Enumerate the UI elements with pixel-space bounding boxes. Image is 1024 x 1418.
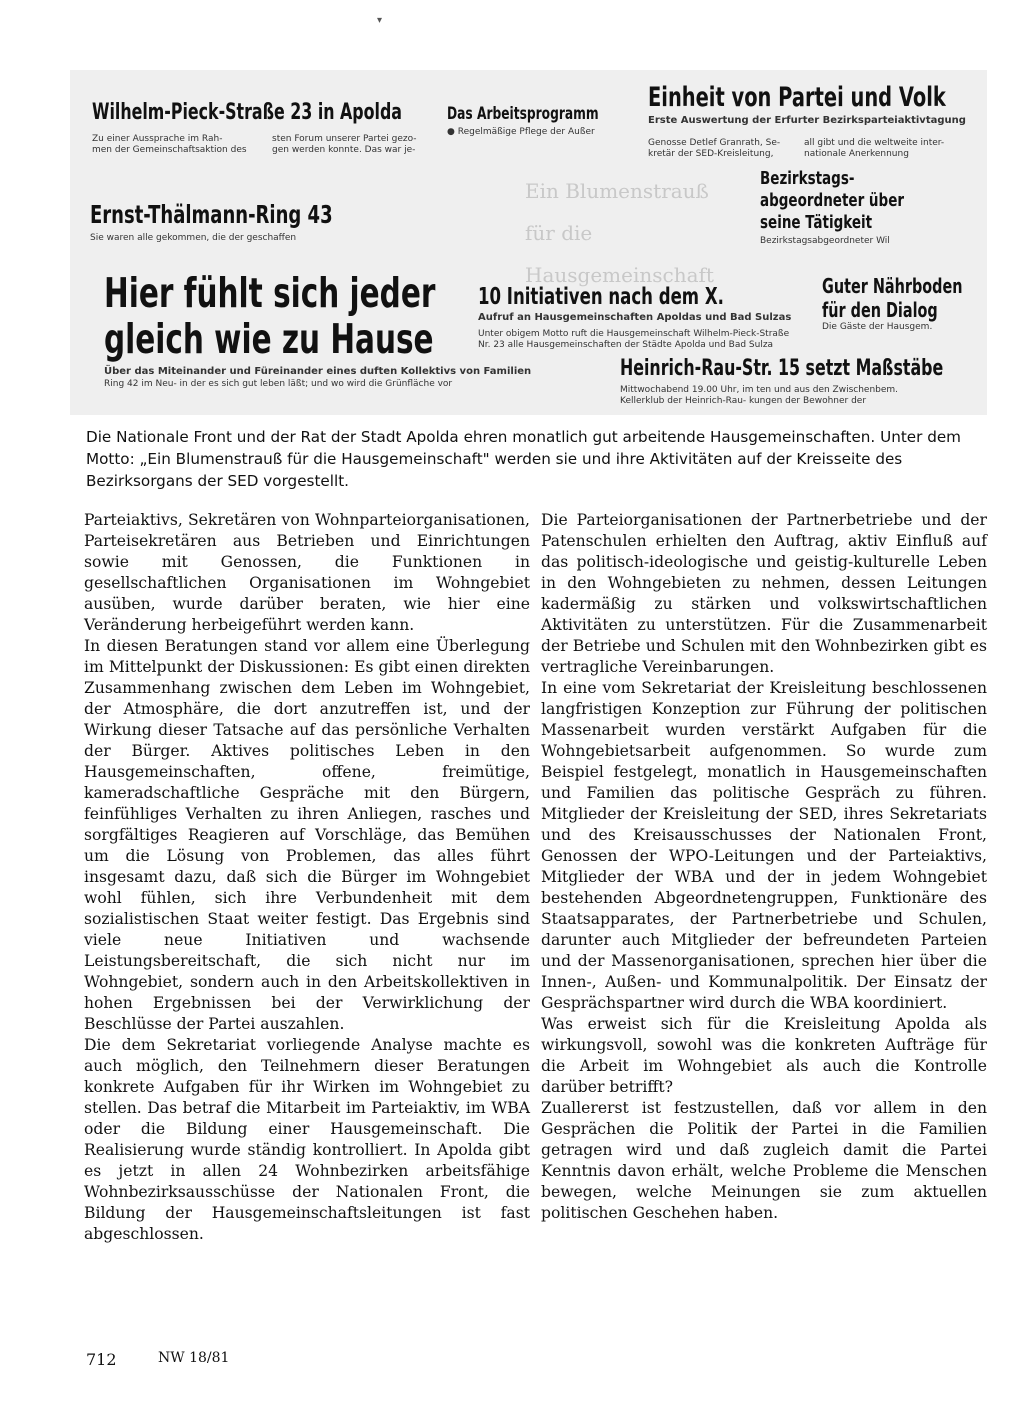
clipping-snippet: Ring 42 im Neu- in der es sich gut leben läßt; und wo wird die Grünfläche vor — [104, 379, 453, 389]
clipping-snippet: Nr. 23 alle Hausgemeinschaften der Städte Apolda und Bad Sulza — [478, 340, 774, 350]
paragraph: Zuallererst ist festzustellen, daß vor allem in den Gesprächen die Politik der Partei in die Familien getragen wird und daß zugleich damit die Partei Kenntnis davon erhält, welche Probleme die Menschen bewegen, welche Meinungen sie zum aktuellen politischen Geschehen haben. — [541, 1099, 987, 1222]
clipping-snippet: ● Regelmäßige Pflege der Außer — [447, 127, 595, 137]
clipping-headline: Ernst-Thälmann-Ring 43 — [90, 200, 333, 229]
clipping-headline: Einheit von Partei und Volk — [648, 82, 946, 113]
clipping-headline: Bezirkstags- — [760, 168, 855, 189]
clipping-snippet: Sie waren alle gekommen, die der geschaffen — [90, 233, 297, 243]
text-column-left — [84, 510, 530, 1245]
paragraph: Parteiaktivs, Sekretären von Wohnparteiorganisationen, Parteisekretären aus Betrieben und Einrichtungen sowie mit Genossen, die Funktionen in gesellschaftlichen Organisationen im Wohngebiet ausüben, wurde darüber beraten, wie hier eine Veränderung herbeigeführt werden kann. — [84, 511, 530, 634]
clipping-arbeitsprogramm — [447, 104, 658, 138]
clipping-snippet: Zu einer Aussprache im Rah- — [92, 134, 223, 144]
clipping-snippet: men der Gemeinschaftsaktion des — [92, 145, 247, 155]
clipping-naehrboden — [822, 274, 987, 333]
print-mark: ▾ — [377, 15, 383, 26]
clipping-headline: Heinrich-Rau-Str. 15 setzt Maßstäbe — [620, 356, 944, 381]
clipping-snippet: kretär der SED-Kreisleitung, — [648, 149, 774, 159]
clipping-headline: 10 Initiativen nach dem X. — [478, 284, 724, 310]
clipping-snippet: Unter obigem Motto ruft die Hausgemeinschaft Wilhelm-Pieck-Straße — [478, 329, 790, 339]
clipping-initiativen — [478, 284, 820, 351]
clipping-headline: gleich wie zu Hause — [104, 315, 434, 363]
clipping-einheit — [648, 82, 987, 159]
clipping-headline: Guter Nährboden — [822, 274, 963, 298]
issue-label: NW 18/81 — [158, 1350, 230, 1366]
clipping-snippet: Bezirkstagsabgeordneter Wil — [760, 236, 890, 246]
clipping-headline: seine Tätigkeit — [760, 212, 873, 233]
clipping-headline: Wilhelm-Pieck-Straße 23 in Apolda — [92, 100, 402, 125]
paragraph: In diesen Beratungen stand vor allem eine Überlegung im Mittelpunkt der Diskussionen: Es gibt einen direkten Zusammenhang zwischen dem Leben im Wohngebiet, der Atmosphäre, die dort anzutreffen ist, und der Wirkung dieser Tatsache auf das persönliche Verhalten der Bürger. Aktives politisches Leben in den Hausgemeinschaften, offene, freimütige, kameradschaftliche Gespräche mit den Bürgern, feinfühliges Verhalten zu ihren Anliegen, rasches und sorgfältiges Reagieren auf Vorschläge, das Bemühen um die Lösung von Problemen, das alles führt insgesamt dazu, daß sich die Bürger im Wohngebiet wohl fühlen, sich ihre Verbundenheit mit dem sozialistischen Staat weiter festigt. Das Ergebnis sind viele neue Initiativen und wachsende Leistungsbereitschaft, die sich nicht nur im Wohngebiet, sondern auch in den Arbeitskollektiven in hohen Ergebnissen bei der Verwirklichung der Beschlüsse der Partei auszahlen. — [84, 637, 530, 1033]
figure-caption: Die Nationale Front und der Rat der Stadt Apolda ehren monatlich gut arbeitende Hausgemeinschaften. Unter dem Motto: „Ein Blumenstrauß für die Hausgemeinschaft" werden sie und ihre Aktivitäten auf der Kreisseite des Bezirksorgans der SED vorgestellt. — [86, 428, 961, 490]
clipping-collage — [70, 70, 987, 415]
clipping-headline: abgeordneter über — [760, 190, 905, 211]
clipping-headline: Hier fühlt sich jeder — [104, 269, 436, 317]
paragraph: Was erweist sich für die Kreisleitung Apolda als wirkungsvoll, sowohl was die konkreten Aufträge für die Arbeit im Wohngebiet als auch die Kontrolle darüber betrifft? — [541, 1015, 987, 1096]
text-column-right — [541, 510, 987, 1224]
clipping-snippet: gen werden konnte. Das war je- — [272, 145, 416, 155]
clipping-faded-blumenstrauss — [455, 170, 785, 287]
paragraph: Die Parteiorganisationen der Partnerbetriebe und der Patenschulen erhielten den Auftrag, aktiv Einfluß auf das politisch-ideologische und geistig-kulturelle Leben in den Wohngebieten zu nehmen, dessen Leitungen kadermäßig zu stärken und volkswirtschaftlichen Aktivitäten zu unterstützen. Für die Zusammenarbeit der Betriebe und Schulen mit den Wohnbezirken gibt es vertragliche Vereinbarungen. — [541, 511, 987, 676]
clipping-faded-line: für die Hausgemeinschaft — [525, 221, 714, 287]
paragraph: Die dem Sekretariat vorliegende Analyse machte es auch möglich, den Teilnehmern dieser Beratungen konkrete Aufgaben für ihr Wirken im Wohngebiet zu stellen. Das betraf die Mitarbeit im Parteiaktiv, im WBA oder die Bildung einer Hausgemeinschaft. Die Realisierung wurde ständig kontrolliert. In Apolda gibt es jetzt in allen 24 Wohnbezirken arbeitsfähige Wohnbezirksausschüsse der Nationalen Front, die Bildung der Hausgemeinschaftsleitungen ist fast abgeschlossen. — [84, 1036, 530, 1243]
clipping-subheadline: Aufruf an Hausgemeinschaften Apoldas und Bad Sulzas — [478, 312, 792, 323]
clipping-snippet: Genosse Detlef Granrath, Se- — [648, 138, 781, 148]
clipping-headline: für den Dialog — [822, 298, 938, 322]
clipping-snippet: Kellerklub der Heinrich-Rau- kungen der Bewohner der — [620, 396, 867, 406]
clipping-snippet: Die Gäste der Hausgem. — [822, 322, 933, 332]
clipping-snippet: all gibt und die weltweite inter- — [804, 138, 945, 148]
paragraph: In eine vom Sekretariat der Kreisleitung beschlossenen langfristigen Konzeption zur Führung der politischen Massenarbeit wurden verstärkt Aufgaben für die Wohngebietsarbeit aufgenommen. So wurde zum Beispiel festgelegt, monatlich in Hausgemeinschaften und Familien das politische Gespräch zu führen. Mitglieder der Kreisleitung der SED, ihres Sekretariats und des Kreisausschusses der Nationalen Front, Genossen der WPO-Leitungen und der Parteiaktivs, Mitglieder der WBA und der in jedem Wohngebiet bestehenden Abgeordnetengruppen, Funktionäre des Staatsapparates, der Partnerbetriebe und Schulen, darunter auch Mitglieder der befreundeten Parteien und der Massenorganisationen, sprechen hier über die Innen-, Außen- und Kommunalpolitik. Der Einsatz der Gesprächspartner wird durch die WBA koordiniert. — [541, 679, 987, 1012]
clipping-faded-line: Ein Blumenstrauß — [525, 179, 709, 203]
clipping-headline: Das Arbeitsprogramm — [447, 104, 599, 124]
clipping-snippet: Mittwochabend 19.00 Uhr, im ten und aus den Zwischenbem. — [620, 385, 899, 395]
clipping-subheadline: Über das Miteinander und Füreinander eines duften Kollektivs von Familien — [104, 366, 532, 377]
page-number: 712 — [86, 1350, 117, 1369]
clipping-bezirkstag — [760, 168, 952, 247]
clipping-subheadline: Erste Auswertung der Erfurter Bezirksparteiaktivtagung — [648, 115, 966, 126]
clipping-heinrich-rau — [620, 356, 987, 407]
clipping-thaelmann — [90, 200, 427, 244]
clipping-snippet: nationale Anerkennung — [804, 149, 909, 159]
clipping-snippet: sten Forum unserer Partei gezo- — [272, 134, 417, 144]
